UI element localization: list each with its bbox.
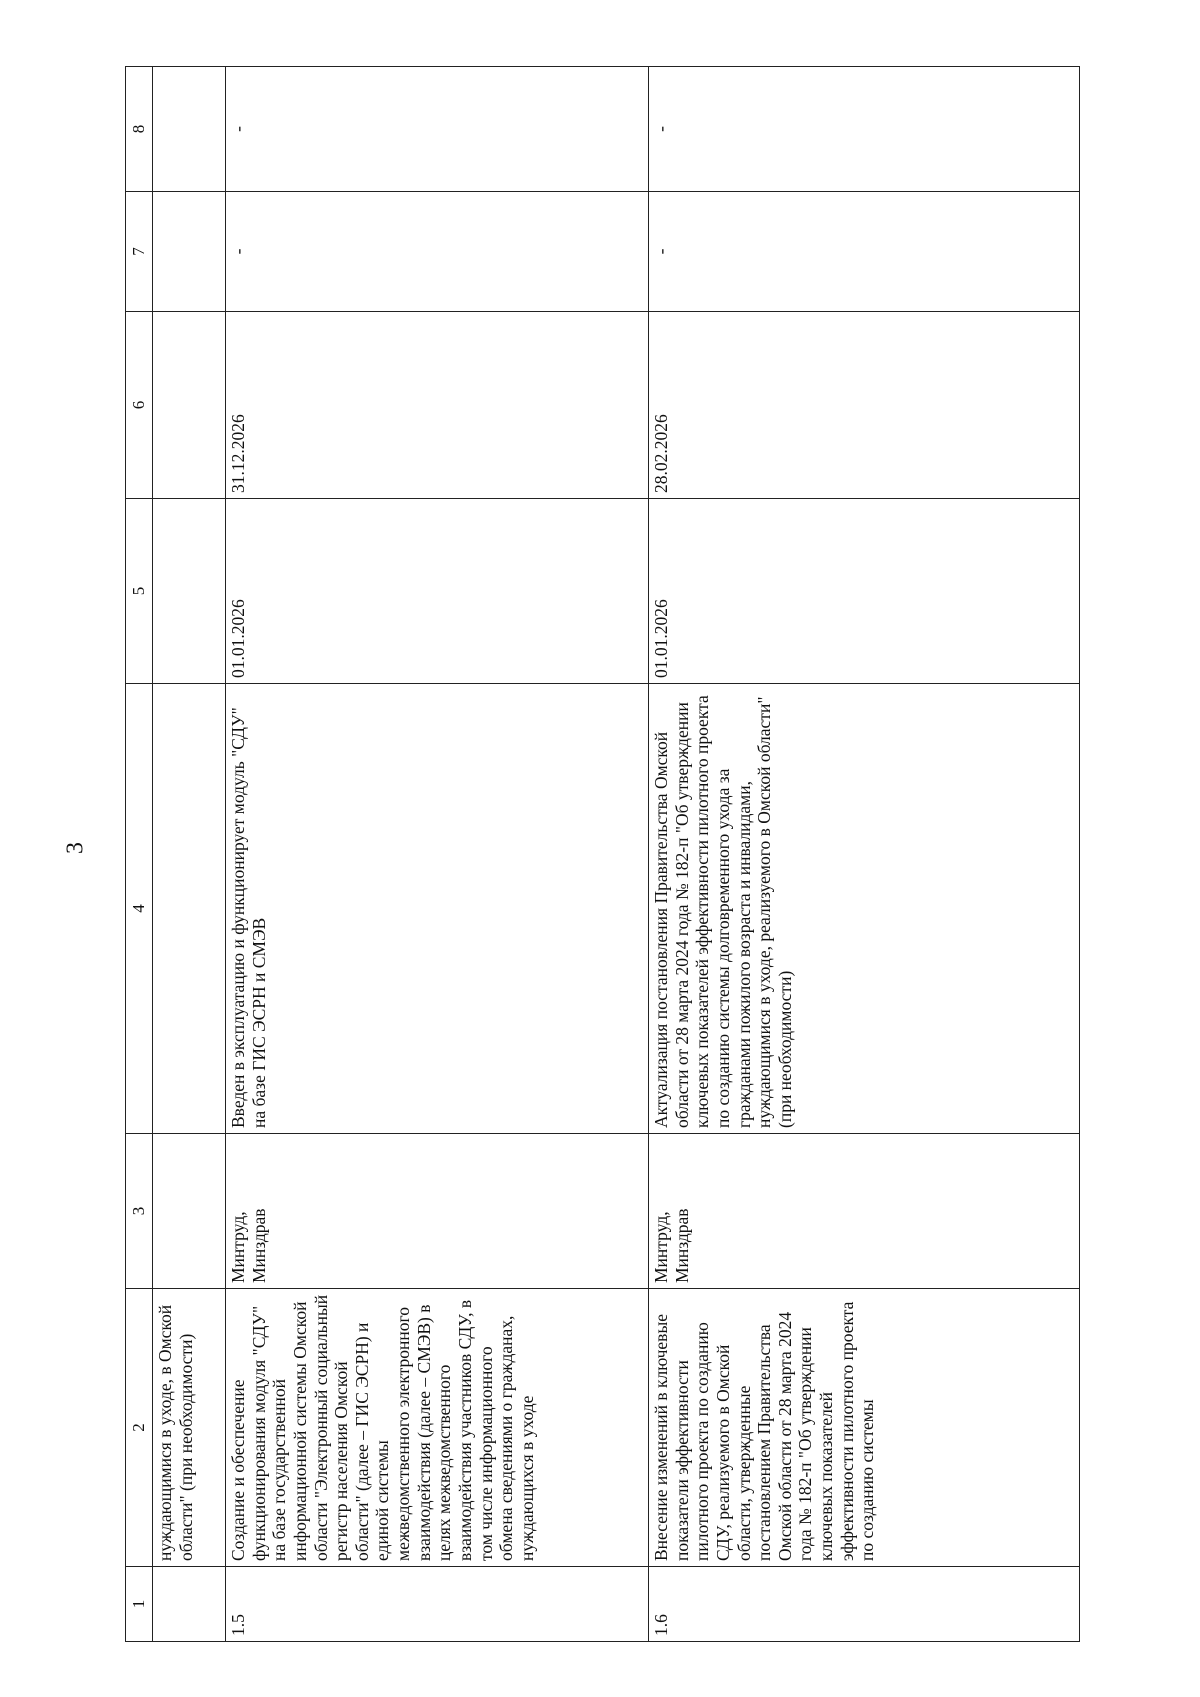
row-number-cell: 1.5 [226, 1567, 649, 1642]
table-row [226, 67, 649, 1642]
header-cell: 3 [126, 1134, 153, 1289]
event-cell: Внесение изменений в ключевые показатели эффективности пилотного проекта по созданию СДУ, реализуемого в Омской области, утвержденные постановлением Правительства Омской области от 28 марта 2024 года № 182-п "Об утверждении ключевых показателей эффективности пилотного проекта по созданию системы [649, 1289, 1080, 1567]
header-cell: 5 [126, 499, 153, 684]
col7-cell: - [649, 192, 1080, 312]
result-cell: Введен в эксплуатацию и функционирует модуль "СДУ" на базе ГИС ЭСРН и СМЭВ [226, 684, 649, 1134]
header-cell: 6 [126, 312, 153, 499]
end-date-cell [153, 312, 226, 499]
header-cell: 1 [126, 1567, 153, 1642]
event-cell: нуждающимися в уходе, в Омской области" (при необходимости) [153, 1289, 226, 1567]
row-number-cell: 1.6 [649, 1567, 1080, 1642]
plan-table [125, 66, 1080, 1642]
header-row [126, 67, 153, 1642]
end-date-cell: 31.12.2026 [226, 312, 649, 499]
table-row [649, 67, 1080, 1642]
table-row [153, 67, 226, 1642]
header-cell: 2 [126, 1289, 153, 1567]
executor-cell: Минтруд, Минздрав [226, 1134, 649, 1289]
col8-cell: - [649, 67, 1080, 192]
col8-cell: - [226, 67, 649, 192]
event-cell: Создание и обеспечение функционирования модуля "СДУ" на базе государственной информационной системы Омской области "Электронный социальный регистр населения Омской области" (далее – ГИС ЭСРН) и единой системы межведомственного электронного взаимодействия (далее – СМЭВ) в целях межведомственного взаимодействия участников СДУ, в том числе информационного обмена сведениями о гражданах, нуждающихся в уходе [226, 1289, 649, 1567]
result-cell: Актуализация постановления Правительства Омской области от 28 марта 2024 года № 182-п "Об утверждении ключевых показателей эффективности пилотного проекта по созданию системы долговременного ухода за гражданами пожилого возраста и инвалидами, нуждающимися в уходе, реализуемого в Омской области" (при необходимости) [649, 684, 1080, 1134]
start-date-cell: 01.01.2026 [226, 499, 649, 684]
rotated-table-frame [125, 67, 1080, 1642]
start-date-cell: 01.01.2026 [649, 499, 1080, 684]
page-number: 3 [62, 842, 89, 854]
col7-cell: - [226, 192, 649, 312]
col7-cell [153, 192, 226, 312]
result-cell [153, 684, 226, 1134]
header-cell: 8 [126, 67, 153, 192]
start-date-cell [153, 499, 226, 684]
end-date-cell: 28.02.2026 [649, 312, 1080, 499]
header-cell: 4 [126, 684, 153, 1134]
col8-cell [153, 67, 226, 192]
executor-cell: Минтруд, Минздрав [649, 1134, 1080, 1289]
header-cell: 7 [126, 192, 153, 312]
row-number-cell [153, 1567, 226, 1642]
executor-cell [153, 1134, 226, 1289]
